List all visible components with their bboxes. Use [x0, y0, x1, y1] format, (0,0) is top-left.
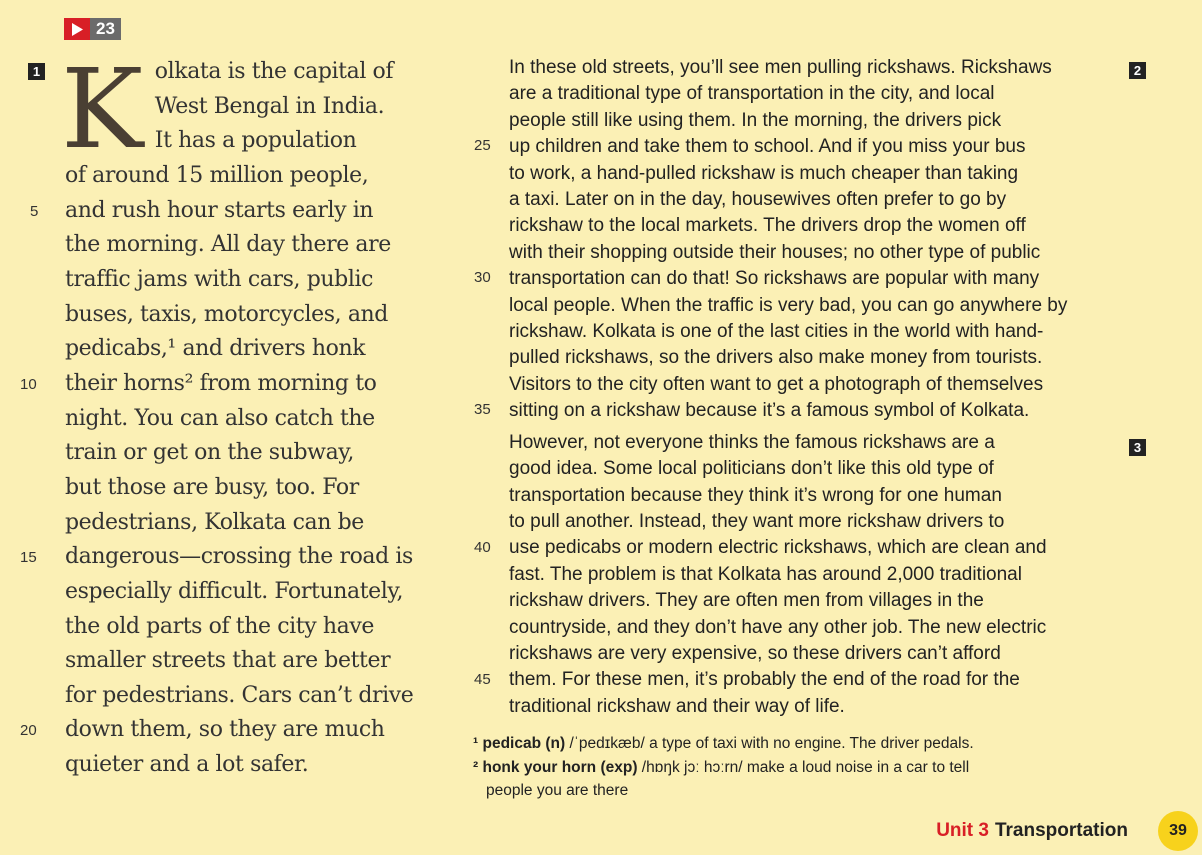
body-line: rickshaws are very expensive, so these drivers can’t afford	[509, 642, 1001, 664]
unit-title: Transportation	[994, 820, 1128, 841]
body-line: rickshaw drivers. They are often men from villages in the	[509, 590, 984, 612]
body-line: West Bengal in India.	[154, 93, 385, 119]
body-line: but those are busy, too. For	[65, 474, 359, 500]
unit-label: Unit 3	[936, 820, 989, 841]
line-number: 40	[474, 539, 491, 556]
paragraph-number-2: 2	[1129, 62, 1146, 79]
body-line: especially difficult. Fortunately,	[65, 578, 404, 604]
body-line: use pedicabs or modern electric rickshaws, which are clean and	[509, 537, 1047, 559]
play-icon[interactable]	[64, 18, 90, 40]
body-line: of around 15 million people,	[65, 162, 369, 188]
footnote-1	[473, 735, 974, 753]
body-line: people still like using them. In the morning, the drivers pick	[509, 109, 1002, 131]
body-line: pulled rickshaws, so the drivers also make money from tourists.	[509, 347, 1043, 369]
page-number: 39	[1158, 811, 1198, 851]
body-line: to pull another. Instead, they want more rickshaw drivers to	[509, 510, 1005, 532]
body-line: the morning. All day there are	[65, 232, 391, 258]
paragraph-number-1: 1	[28, 63, 45, 80]
body-line: traditional rickshaw and their way of life.	[509, 695, 845, 717]
line-number: 35	[474, 401, 491, 418]
body-line: It has a population	[154, 128, 357, 154]
line-number: 10	[20, 376, 37, 393]
body-line: transportation can do that! So rickshaws are popular with many	[509, 268, 1040, 290]
line-number: 5	[30, 203, 39, 220]
body-line: down them, so they are much	[65, 717, 385, 743]
body-line: are a traditional type of transportation in the city, and local	[509, 83, 995, 105]
body-line: countryside, and they don’t have any other job. The new electric	[509, 616, 1047, 638]
body-line: fast. The problem is that Kolkata has around 2,000 traditional	[509, 563, 1022, 585]
body-line: their horns² from morning to	[65, 370, 377, 396]
footnote-text: /hɒŋk jɔː hɔːrn/ make a loud noise in a car to tell	[637, 759, 970, 776]
line-number: 25	[474, 137, 491, 154]
body-line: sitting on a rickshaw because it’s a famous symbol of Kolkata.	[509, 400, 1030, 422]
body-line: However, not everyone thinks the famous rickshaws are a	[509, 431, 995, 453]
body-line: pedicabs,¹ and drivers honk	[65, 336, 366, 362]
body-line: the old parts of the city have	[65, 613, 374, 639]
line-number: 20	[20, 722, 37, 739]
body-line: night. You can also catch the	[65, 405, 375, 431]
body-line: a taxi. Later on in the day, housewives often prefer to go by	[509, 189, 1007, 211]
audio-track-number: 23	[90, 18, 121, 40]
footnote-2	[473, 759, 969, 777]
body-line: with their shopping outside their houses; no other type of public	[509, 241, 1041, 263]
body-line: good idea. Some local politicians don’t like this old type of	[509, 458, 994, 480]
body-line: olkata is the capital of	[154, 59, 394, 84]
body-line: rickshaw. Kolkata is one of the last cities in the world with hand-	[509, 321, 1044, 343]
footnote-text: /ˈpedɪkæb/ a type of taxi with no engine. The driver pedals.	[565, 735, 974, 752]
body-line: Visitors to the city often want to get a photograph of themselves	[509, 373, 1044, 395]
footnote-2-continuation: people you are there	[486, 782, 629, 799]
body-line: to work, a hand-pulled rickshaw is much cheaper than taking	[509, 162, 1019, 184]
body-line: buses, taxis, motorcycles, and	[65, 301, 388, 327]
body-line: In these old streets, you’ll see men pulling rickshaws. Rickshaws	[509, 57, 1052, 78]
audio-track-badge[interactable]	[64, 18, 121, 40]
body-line: and rush hour starts early in	[65, 197, 374, 223]
line-number: 30	[474, 269, 491, 286]
footnote-term: pedicab (n)	[482, 735, 566, 752]
body-line: pedestrians, Kolkata can be	[65, 509, 364, 535]
body-line: rickshaw to the local markets. The drivers drop the women off	[509, 215, 1026, 237]
line-number: 45	[474, 671, 491, 688]
body-line: quieter and a lot safer.	[65, 752, 309, 778]
column-one-text	[61, 45, 445, 783]
body-line: for pedestrians. Cars can’t drive	[65, 682, 414, 708]
paragraph-number-3: 3	[1129, 439, 1146, 456]
footnote-number: ²	[473, 759, 479, 776]
body-line: traffic jams with cars, public	[65, 266, 374, 292]
column-two-text	[509, 55, 1139, 720]
body-line: train or get on the subway,	[65, 440, 354, 466]
footnote-term: honk your horn (exp)	[482, 759, 638, 776]
body-line: transportation because they think it’s wrong for one human	[509, 484, 1002, 506]
body-line: them. For these men, it’s probably the end of the road for the	[509, 669, 1020, 691]
drop-cap: K	[61, 45, 143, 173]
footnote-number: ¹	[473, 735, 479, 752]
line-number: 15	[20, 549, 37, 566]
body-line: up children and take them to school. And if you miss your bus	[509, 136, 1026, 158]
body-line: dangerous—crossing the road is	[65, 544, 413, 570]
page-footer	[936, 820, 1128, 842]
body-line: local people. When the traffic is very bad, you can go anywhere by	[509, 294, 1068, 316]
body-line: smaller streets that are better	[65, 648, 391, 674]
